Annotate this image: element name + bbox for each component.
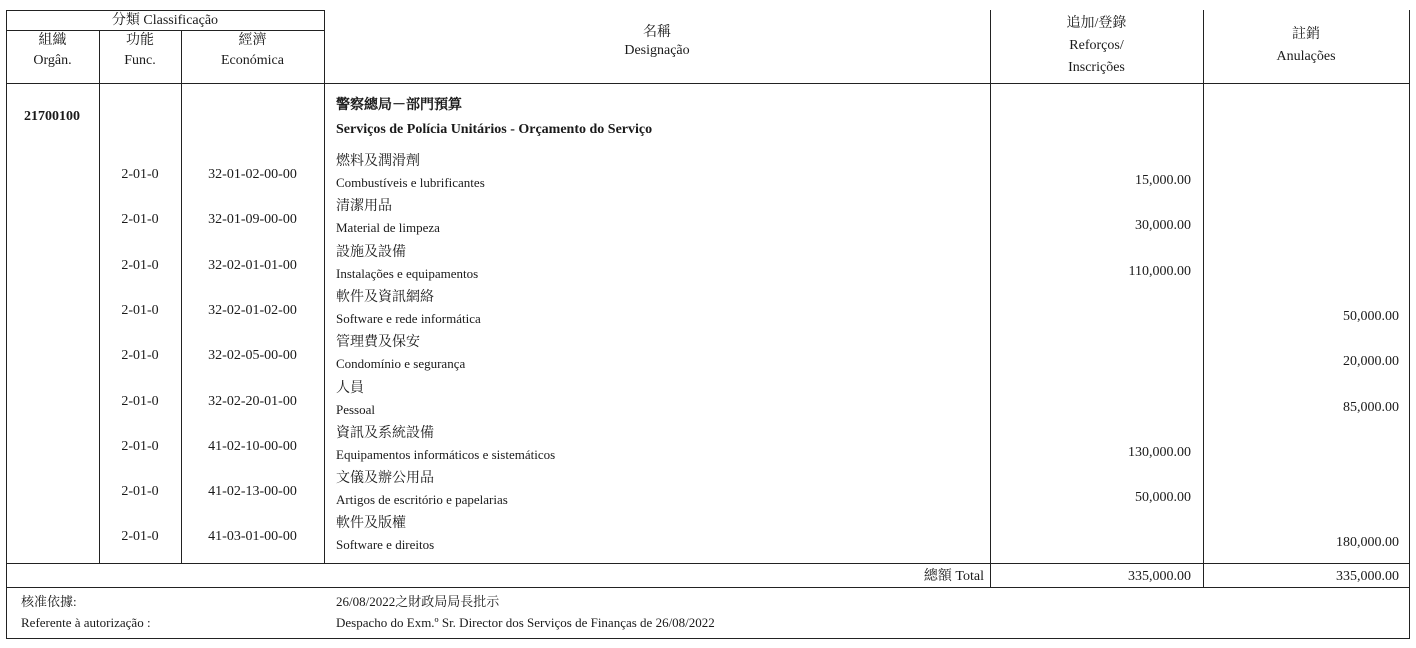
row-func-code: 2-01-0 (121, 303, 159, 318)
header-bottom-rule (6, 83, 1410, 84)
section-title-pt: Serviços de Polícia Unitários - Orçamento do Serviço (336, 122, 653, 137)
authorization-text-zh: 26/08/2022之財政局局長批示 (336, 594, 500, 609)
func-header-pt: Func. (124, 53, 156, 68)
row-name-pt: Software e direitos (336, 537, 435, 552)
row-reinforcement: 50,000.00 (1135, 490, 1191, 505)
section-title-zh: 警察總局－部門預算 (336, 98, 462, 113)
organ-code: 21700100 (24, 109, 80, 124)
row-name-zh: 燃料及潤滑劑 (336, 154, 420, 169)
row-name-pt: Condomínio e segurança (336, 356, 466, 371)
reinforcements-header-zh: 追加/登錄 (1066, 16, 1127, 31)
footer-bottom-rule (6, 638, 1410, 639)
row-func-code: 2-01-0 (121, 394, 159, 409)
rule (6, 30, 324, 31)
row-reinforcement: 110,000.00 (1128, 264, 1191, 279)
row-name-zh: 軟件及資訊網絡 (336, 290, 434, 305)
rule (6, 10, 7, 639)
row-name-zh: 清潔用品 (336, 199, 392, 214)
row-name-zh: 設施及設備 (336, 245, 406, 260)
row-econ-code: 32-02-01-01-00 (208, 258, 297, 273)
annulments-header-pt: Anulações (1276, 49, 1336, 64)
reinforcements-header-pt1: Reforços/ (1069, 38, 1124, 53)
body-bottom-rule (6, 563, 1410, 564)
row-name-pt: Software e rede informática (336, 311, 481, 326)
row-name-pt: Pessoal (336, 402, 375, 417)
row-reinforcement: 30,000.00 (1135, 218, 1191, 233)
row-econ-code: 41-02-13-00-00 (208, 484, 297, 499)
authorization-label-pt: Referente à autorização : (21, 615, 151, 630)
designation-header-zh: 名稱 (643, 25, 671, 40)
row-func-code: 2-01-0 (121, 258, 159, 273)
budget-table (6, 10, 1410, 639)
row-func-code: 2-01-0 (121, 439, 159, 454)
row-name-zh: 軟件及版權 (336, 516, 406, 531)
row-name-pt: Combustíveis e lubrificantes (336, 175, 485, 190)
row-name-zh: 資訊及系統設備 (336, 426, 434, 441)
row-name-zh: 人員 (336, 381, 364, 396)
row-annulment: 20,000.00 (1343, 354, 1399, 369)
row-func-code: 2-01-0 (121, 212, 159, 227)
row-econ-code: 32-02-01-02-00 (208, 303, 297, 318)
authorization-label-zh: 核准依據: (21, 594, 77, 609)
classification-header: 分類 Classificação (111, 13, 219, 28)
row-econ-code: 41-03-01-00-00 (208, 529, 297, 544)
row-reinforcement: 15,000.00 (1135, 173, 1191, 188)
row-econ-code: 32-01-09-00-00 (208, 212, 297, 227)
reinforcements-header-pt2: Inscrições (1068, 60, 1125, 75)
row-name-pt: Equipamentos informáticos e sistemáticos (336, 447, 556, 462)
row-annulment: 85,000.00 (1343, 400, 1399, 415)
rule (1409, 10, 1410, 639)
organ-header-zh: 組織 (38, 33, 67, 48)
rule (1203, 10, 1204, 588)
total-bottom-rule (6, 587, 1410, 588)
econ-header-pt: Económica (221, 53, 284, 68)
row-econ-code: 32-01-02-00-00 (208, 167, 297, 182)
authorization-text-pt: Despacho do Exm.º Sr. Director dos Serviços de Finanças de 26/08/2022 (336, 615, 715, 630)
row-annulment: 50,000.00 (1343, 309, 1399, 324)
organ-header-pt: Orgân. (33, 53, 72, 68)
row-func-code: 2-01-0 (121, 484, 159, 499)
total-label: 總額 Total (923, 569, 984, 584)
func-header-zh: 功能 (126, 33, 154, 48)
annulments-header-zh: 註銷 (1292, 27, 1320, 42)
row-econ-code: 32-02-20-01-00 (208, 394, 297, 409)
rule (324, 10, 325, 564)
row-func-code: 2-01-0 (121, 348, 159, 363)
row-econ-code: 41-02-10-00-00 (208, 439, 297, 454)
total-reinforcement: 335,000.00 (1128, 569, 1191, 584)
row-func-code: 2-01-0 (121, 529, 159, 544)
rule (6, 10, 324, 11)
row-name-zh: 文儀及辦公用品 (336, 471, 434, 486)
row-func-code: 2-01-0 (121, 167, 159, 182)
row-name-pt: Instalações e equipamentos (336, 266, 479, 281)
row-name-zh: 管理費及保安 (336, 335, 420, 350)
designation-header-pt: Designação (624, 43, 690, 58)
row-name-pt: Material de limpeza (336, 220, 440, 235)
row-reinforcement: 130,000.00 (1128, 445, 1191, 460)
row-annulment: 180,000.00 (1336, 535, 1399, 550)
row-econ-code: 32-02-05-00-00 (208, 348, 297, 363)
econ-header-zh: 經濟 (238, 33, 267, 48)
total-annulment: 335,000.00 (1336, 569, 1399, 584)
row-name-pt: Artigos de escritório e papelarias (336, 492, 508, 507)
